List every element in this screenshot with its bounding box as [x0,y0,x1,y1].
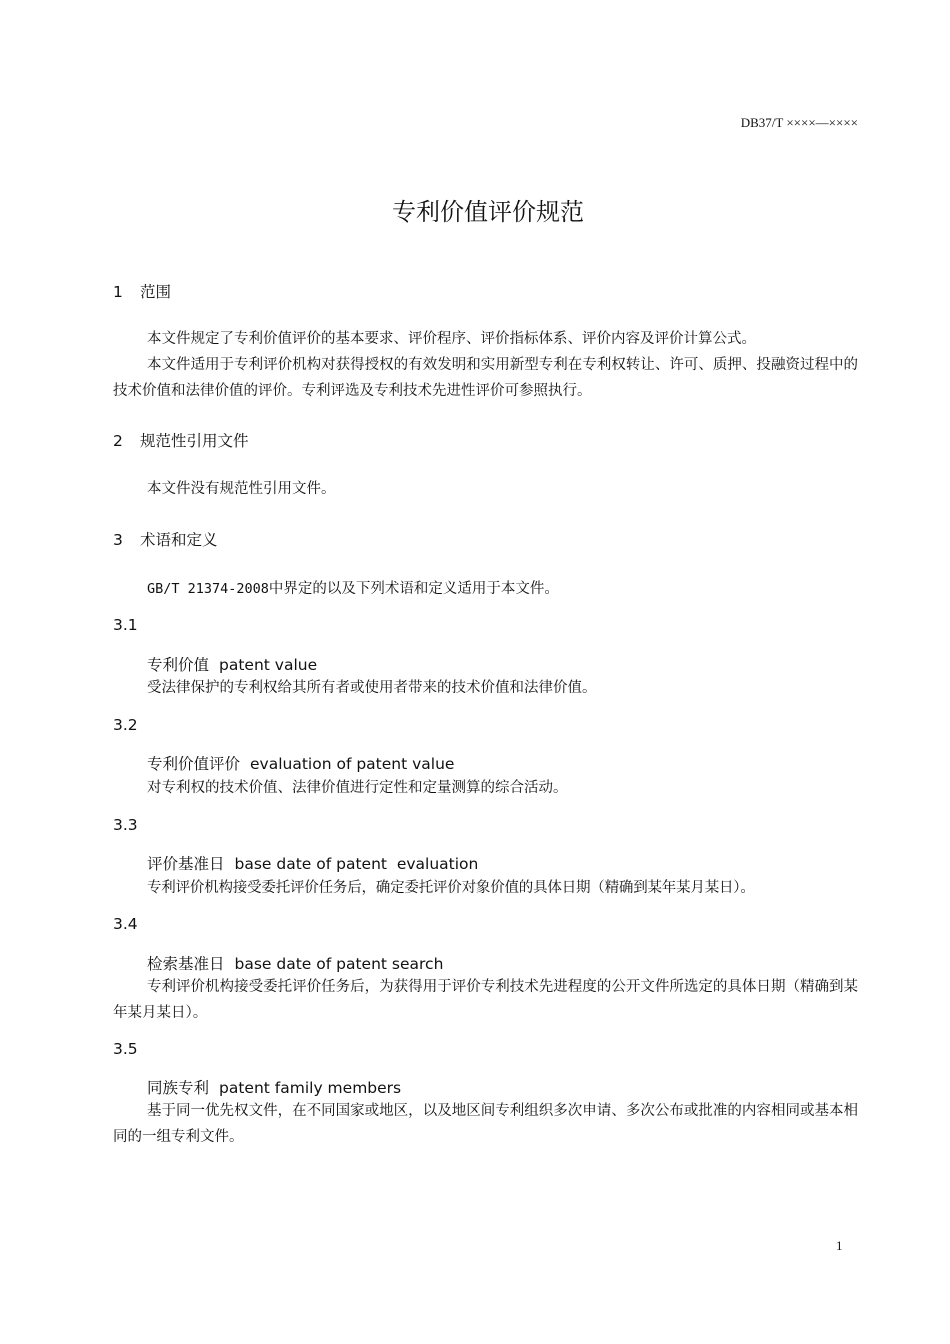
section-1-paragraph-1: 本文件规定了专利价值评价的基本要求、评价程序、评价指标体系、评价内容及评价计算公式。 [147,331,756,347]
term-number: 3.3 [113,816,138,834]
section-1-paragraph-2: 本文件适用于专利评价机构对获得授权的有效发明和实用新型专利在专利权转让、许可、质押、投融资过程中的技术价值和法律价值的评价。专利评选及专利技术先进性评价可参照执行。 [113,357,858,399]
page-number: 1 [836,1238,843,1253]
term-name: 评价基准日 base date of patent evaluation [147,855,479,873]
term-definition: 对专利权的技术价值、法律价值进行定性和定量测算的综合活动。 [147,780,568,796]
standard-code: DB37/T ××××—×××× [740,115,858,130]
section-2-paragraph-1: 本文件没有规范性引用文件。 [147,481,336,497]
term-definition: 基于同一优先权文件，在不同国家或地区，以及地区间专利组织多次申请、多次公布或批准的内容相同或基本相同的一组专利文件。 [113,1103,858,1145]
term-definition: 专利评价机构接受委托评价任务后，为获得用于评价专利技术先进程度的公开文件所选定的具体日期（精确到某年某月某日）。 [113,979,858,1021]
term-number: 3.2 [113,716,138,734]
term-name: 同族专利 patent family members [147,1079,402,1097]
term-number: 3.1 [113,616,138,634]
section-3-intro: GB/T 21374-2008中界定的以及下列术语和定义适用于本文件。 [147,581,559,597]
term-name: 专利价值 patent value [147,656,318,674]
term-definition: 专利评价机构接受委托评价任务后，确定委托评价对象价值的具体日期（精确到某年某月某日）。 [147,880,755,896]
term-number: 3.5 [113,1040,138,1058]
section-heading-3: 3 术语和定义 [113,531,218,549]
document-title: 专利价值评价规范 [392,198,584,226]
term-definition: 受法律保护的专利权给其所有者或使用者带来的技术价值和法律价值。 [147,680,597,696]
term-name: 检索基准日 base date of patent search [147,955,444,973]
section-heading-1: 1 范围 [113,283,172,301]
term-name: 专利价值评价 evaluation of patent value [147,755,455,773]
section-heading-2: 2 规范性引用文件 [113,432,249,450]
term-number: 3.4 [113,915,138,933]
